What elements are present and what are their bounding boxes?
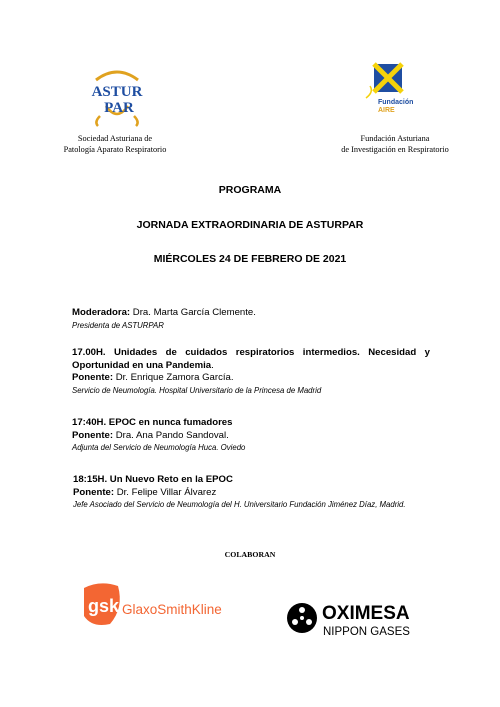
talk-2-affiliation: Adjunta del Servicio de Neumología Huca. Oviedo xyxy=(72,443,246,452)
asturpar-name-line2: Patología Aparato Respiratorio xyxy=(63,145,167,154)
asturpar-logo xyxy=(86,66,148,128)
moderator-label: Moderadora: xyxy=(72,307,131,318)
fundacion-aire-emblem xyxy=(364,62,416,122)
oximesa-logo xyxy=(284,598,434,642)
talk-1-speaker-label: Ponente: xyxy=(72,372,114,383)
fundacion-name-line2: de Investigación en Respiratorio xyxy=(341,145,449,154)
fundacion-name-line1: Fundación Asturiana xyxy=(360,134,430,143)
gsk-name: GlaxoSmithKline xyxy=(122,602,222,617)
talk-3-speaker: Dr. Felipe Villar Álvarez xyxy=(114,486,217,498)
talk-1-title: 17.00H. Unidades de cuidados respiratorios intermedios. Necesidad y Oportunidad en una Pandemia xyxy=(72,347,430,371)
oximesa-mark xyxy=(284,598,434,642)
fundacion-name xyxy=(315,133,475,155)
talk-2-speaker-label: Ponente: xyxy=(72,429,114,441)
oximesa-name: OXIMESA xyxy=(322,603,410,624)
talk-3-speaker-label: Ponente: xyxy=(73,486,115,498)
moderator-block xyxy=(72,307,430,331)
talk-1-trail: . xyxy=(211,359,214,371)
oximesa-tagline: NIPPON GASES xyxy=(323,626,410,638)
gsk-logo xyxy=(80,578,250,630)
gsk-monogram: gsk xyxy=(88,596,120,616)
talk-3-title: 18:15H. Un Nuevo Reto en la EPOC xyxy=(73,474,233,485)
asturpar-wordmark-bottom: PAR xyxy=(104,100,134,116)
moderator-name: Dra. Marta García Clemente. xyxy=(130,307,256,318)
fundacion-badge-line1: Fundación xyxy=(378,99,414,106)
asturpar-wordmark-top: ASTUR xyxy=(91,84,143,100)
talk-2-title: 17:40H. EPOC en nunca fumadores xyxy=(72,417,233,428)
talk-3-affiliation: Jefe Asociado del Servicio de Neumología del H. Universitario Fundación Jiménez Díaz, Madrid. xyxy=(73,500,406,509)
programa-title: PROGRAMA xyxy=(218,184,282,196)
asturpar-emblem xyxy=(86,66,148,128)
talk-3 xyxy=(73,474,431,510)
talk-2-speaker: Dra. Ana Pando Sandoval. xyxy=(113,429,229,441)
moderator-role: Presidenta de ASTURPAR xyxy=(72,320,164,330)
colaboran-label: COLABORAN xyxy=(224,550,276,559)
asturpar-name-line1: Sociedad Asturiana de xyxy=(77,134,153,143)
talk-1 xyxy=(72,347,430,396)
fundacion-aire-logo xyxy=(364,62,416,122)
asturpar-name xyxy=(40,133,190,155)
fecha-title: MIÉRCOLES 24 DE FEBRERO DE 2021 xyxy=(153,253,347,265)
talk-1-speaker: Dr. Enrique Zamora García. xyxy=(113,372,234,383)
fundacion-badge-line2: AIRE xyxy=(378,107,395,114)
gsk-mark xyxy=(80,578,250,630)
talk-2 xyxy=(72,417,430,453)
talk-1-affiliation: Servicio de Neumología. Hospital Universitario de la Princesa de Madrid xyxy=(72,385,322,395)
jornada-title: JORNADA EXTRAORDINARIA DE ASTURPAR xyxy=(136,219,364,231)
